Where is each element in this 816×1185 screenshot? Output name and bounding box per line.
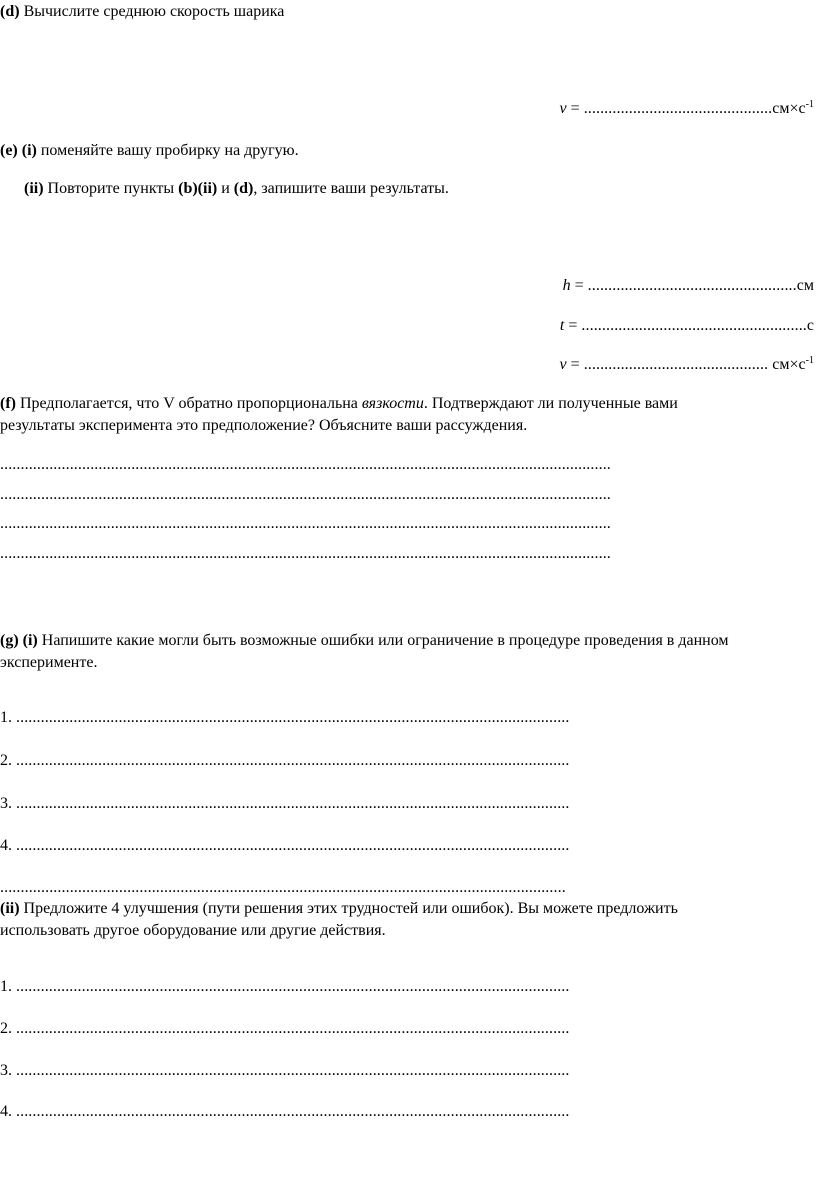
item-number: 4. <box>0 837 12 854</box>
question-g-i-label: (g) (i) <box>0 632 38 649</box>
answer-e-v[interactable] <box>560 355 814 375</box>
question-g-ii-label: (ii) <box>0 900 20 917</box>
list-item[interactable] <box>0 794 570 814</box>
question-e-ii-tail: , запишите ваши результаты. <box>253 180 449 197</box>
unit-exponent: -1 <box>805 355 814 366</box>
item-number: 2. <box>0 1020 12 1037</box>
answer-line[interactable]: ..................................................................................................................................................... <box>0 515 611 532</box>
question-e-ii <box>24 179 449 199</box>
answer-line[interactable]: ..................................................................................................................................................... <box>0 545 611 562</box>
answer-line[interactable]: .......................................................................................................................................... <box>0 879 566 896</box>
item-number: 1. <box>0 709 12 726</box>
equals: = <box>566 356 584 373</box>
answer-e-t[interactable] <box>560 316 814 336</box>
unit: с <box>806 317 814 334</box>
question-g-i-text: Напишите какие могли быть возможные ошибки или ограничение в процедуре проведения в данном <box>37 632 729 649</box>
answer-blank: ....................................................................................................................................... <box>16 795 570 812</box>
question-e-i-text: поменяйте вашу пробирку на другую. <box>36 142 299 159</box>
unit: см <box>796 277 814 294</box>
var-h: h <box>562 277 571 294</box>
question-f-label: (f) <box>0 395 16 412</box>
unit-exponent: -1 <box>805 99 814 110</box>
question-f <box>0 394 678 414</box>
question-g-i <box>0 631 729 651</box>
answer-blank: ....................................................................................................................................... <box>16 709 570 726</box>
list-item[interactable] <box>0 708 570 728</box>
unit: см×с <box>772 356 806 373</box>
question-d <box>0 2 284 22</box>
question-e-ii-label: (ii) <box>24 180 44 197</box>
question-f-text: Предполагается, что V обратно пропорциональна <box>15 395 362 412</box>
list-item[interactable] <box>0 977 570 997</box>
question-g-i-line-2: эксперименте. <box>0 654 98 671</box>
item-number: 4. <box>0 1103 12 1120</box>
answer-d-v[interactable] <box>560 99 814 119</box>
answer-blank: .............................................. <box>583 100 773 117</box>
unit: см×с <box>772 100 806 117</box>
var-v: v <box>559 356 567 373</box>
ref-d: (d) <box>233 180 254 197</box>
answer-e-h[interactable] <box>563 276 814 296</box>
answer-blank: ....................................................................................................................................... <box>16 978 570 995</box>
var-v: v <box>559 100 567 117</box>
answer-blank: ....................................................................................................................................... <box>16 837 570 854</box>
answer-blank: ................................................... <box>587 277 797 294</box>
list-item[interactable] <box>0 1102 570 1122</box>
list-item[interactable] <box>0 1019 570 1039</box>
answer-blank: ....................................................................................................................................... <box>16 1020 570 1037</box>
item-number: 1. <box>0 978 12 995</box>
question-e-ii-and: и <box>217 180 234 197</box>
question-e-i-label: (e) (i) <box>0 142 37 159</box>
question-e-ii-text: Повторите пункты <box>43 180 179 197</box>
item-number: 2. <box>0 752 12 769</box>
item-number: 3. <box>0 795 12 812</box>
question-g-ii <box>0 899 678 919</box>
question-e-i <box>0 141 299 161</box>
question-d-text: Вычислите среднюю скорость шарика <box>19 3 285 20</box>
answer-blank: ....................................................................................................................................... <box>16 752 570 769</box>
list-item[interactable] <box>0 1061 570 1081</box>
list-item[interactable] <box>0 751 570 771</box>
item-number: 3. <box>0 1062 12 1079</box>
list-item[interactable] <box>0 836 570 856</box>
equals: = <box>564 317 582 334</box>
answer-line[interactable]: ..................................................................................................................................................... <box>0 456 611 473</box>
answer-blank: ............................................. <box>583 356 773 373</box>
answer-blank: ....................................................................................................................................... <box>16 1062 570 1079</box>
equals: = <box>570 277 588 294</box>
question-d-label: (d) <box>0 3 20 20</box>
question-f-term: вязкости <box>361 395 424 412</box>
answer-blank: ....................................................................................................................................... <box>16 1103 570 1120</box>
var-t: t <box>559 317 565 334</box>
answer-blank: ....................................................... <box>581 317 807 334</box>
question-f-line-2: результаты эксперимента это предположение? Объясните ваши рассуждения. <box>0 417 528 434</box>
answer-line[interactable]: ..................................................................................................................................................... <box>0 486 611 503</box>
question-f-text-tail: . Подтверждают ли полученные вами <box>423 395 678 412</box>
question-g-ii-line-2: использовать другое оборудование или другие действия. <box>0 922 386 939</box>
ref-b-ii: (b)(ii) <box>178 180 218 197</box>
equals: = <box>566 100 584 117</box>
question-g-ii-text: Предложите 4 улучшения (пути решения этих трудностей или ошибок). Вы можете предложить <box>19 900 678 917</box>
